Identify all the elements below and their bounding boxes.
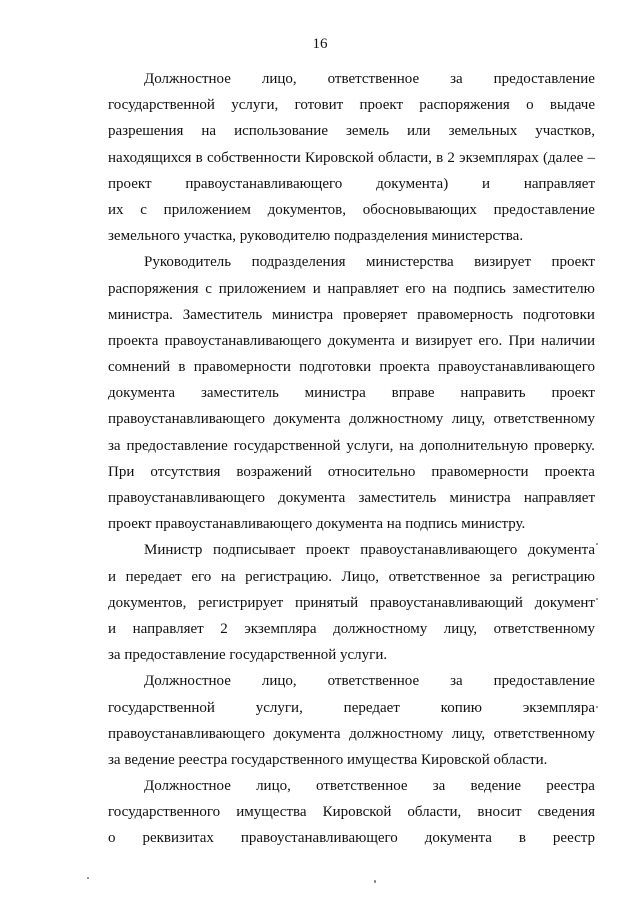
word: лицо, [256,778,291,795]
word: проект [359,97,403,114]
word: о [108,830,116,847]
word: министра [272,306,334,323]
word: за предоставление государственной услуги. [108,647,388,664]
word: предоставление [493,71,595,87]
word: использование [234,123,328,140]
word: реквизитах [142,830,214,847]
word: регистрацию [511,568,595,585]
word: предоставление [493,201,595,218]
word: за [108,437,121,454]
word: Кировской [305,149,374,166]
word: документа [273,411,341,428]
word: документов, [267,201,346,218]
word: сведения [537,804,595,821]
word: на [432,280,447,297]
word: направляет [523,490,595,506]
word: приложением [218,280,306,297]
word: с [205,280,212,297]
word: готовит [294,97,344,114]
word: правомерности [431,463,529,480]
word: находящихся [108,149,192,166]
word: в [436,149,444,166]
word: министра [449,490,511,506]
text-line [108,721,595,747]
word: регистрацию. [245,568,332,585]
word: ответственному [493,411,595,428]
word: проекта [108,332,159,349]
word: принятый [294,594,359,611]
text-line [108,406,595,432]
word: за [432,778,446,795]
scan-speck [596,543,598,545]
word: проекта [544,463,595,480]
text-line [108,459,595,485]
text-line [108,66,595,92]
word: участков, [535,123,595,140]
word: ответственное [327,673,420,690]
word: документа [527,542,595,559]
word: земель [345,123,390,140]
word: возражений [236,463,312,480]
word: приложением [163,201,251,218]
word: предоставление [493,673,595,690]
word: подразделения [251,254,346,271]
word: При [108,463,135,480]
word: правоустанавливающего [108,490,265,506]
paragraph [108,668,595,773]
word: 2 [220,620,228,637]
word: реестра [546,778,595,795]
paragraph [108,66,595,249]
word: области, [407,804,462,821]
word: При [508,332,535,349]
text-line [108,380,595,406]
word: государственной [233,437,341,454]
word: проект правоустанавливающего документа на подпись министру. [108,516,526,533]
text-line [108,276,595,302]
text-line [108,249,595,275]
word: подписывает [213,542,296,559]
word: области, [377,149,432,166]
text-line [108,616,595,642]
word: 2 [447,149,455,166]
word: ответственное [327,71,420,87]
word: его [405,280,426,297]
word: выдаче [549,97,595,114]
word: наличии [541,332,595,349]
word: за [489,568,503,585]
text-line [108,171,595,197]
page-number: 16 [312,36,328,52]
word: вносит [477,804,522,821]
word: земельного участка, руководителю подразделения министерства. [108,228,524,245]
word: документа [273,725,341,742]
word: правоустанавливающий [369,594,523,611]
word: правомерность [417,306,514,323]
paragraph [108,249,595,537]
word: (далее [543,149,584,166]
word: документа) [376,175,449,192]
text-line [108,92,595,118]
text-line [108,773,595,799]
text-line [108,328,595,354]
word: в [518,830,526,847]
word: и [482,175,491,192]
text-line [108,145,595,171]
word: министерства [365,254,454,271]
scan-speck [87,877,89,879]
text-line [108,747,595,773]
word: лицо, [261,673,297,690]
word: проект [306,542,350,559]
word: и [312,280,321,297]
word: документа [108,385,176,402]
word: правоустанавливающего [185,175,343,192]
word: проект [551,254,595,271]
word: за ведение реестра государственного имущества Кировской области. [108,751,548,768]
word: Должностное [144,71,231,87]
word: ответственное [316,778,408,795]
word: сомнений [108,359,171,376]
word: и [108,568,117,585]
word: регистрирует [198,594,284,611]
word: подготовки [522,306,595,323]
word: документа [278,490,346,506]
word: подпись [453,280,506,297]
word: на [201,123,217,140]
word: за [450,71,463,87]
text-line [108,537,595,563]
word: подготовки [299,359,372,376]
word: проект [108,175,152,192]
word: должностному [349,411,444,428]
word: Должностное [144,673,231,690]
paragraph [108,537,595,668]
word: и [108,620,117,637]
text-line [108,118,595,144]
word: проект [551,385,595,402]
word: правомерности [193,359,291,376]
word: Должностное [144,778,231,795]
text-line [108,354,595,380]
word: реестр [552,830,595,847]
word: документа [424,830,492,847]
word: правоустанавливающего [240,830,398,847]
word: его. [478,332,503,349]
text-line [108,695,595,721]
word: их [108,201,124,218]
word: дополнительную [419,437,529,454]
word: за [450,673,463,690]
paragraph [108,773,595,852]
word: документа [327,332,395,349]
word: министра [304,385,366,402]
word: правоустанавливающего [108,725,265,742]
word: экземплярах [459,149,539,166]
word: Министр [144,542,203,559]
word: документ [534,594,595,611]
word: Лицо, [341,568,380,585]
word: ответственное [388,568,481,585]
word: проекта [379,359,430,376]
word: относительно [327,463,416,480]
word: Кировской [322,804,392,821]
word: ответственному [493,620,595,637]
word: направляет [523,175,595,192]
word: лицу, [451,725,486,742]
word: государственной [108,97,215,114]
word: должностному [349,725,444,742]
word: отсутствия [150,463,221,480]
word: ответственному [493,725,595,742]
word: земельных [448,123,518,140]
word: экземпляра [522,699,595,716]
word: распоряжения [108,280,199,297]
word: визирует [474,254,532,271]
word: или [407,123,431,140]
word: заместитель [200,385,279,402]
word: направляет [327,280,399,297]
text-line [108,590,595,616]
word: вправе [391,385,435,402]
word: проверяет [342,306,408,323]
word: Руководитель [144,254,232,271]
word: разрешения [108,123,184,140]
word: в [178,359,186,376]
word: распоряжения [419,97,510,114]
scan-speck [596,598,598,600]
scan-speck [596,706,598,708]
text-line [108,433,595,459]
word: и [401,332,410,349]
word: направляет [132,620,204,637]
word: предоставление [126,437,228,454]
word: передает [343,699,400,716]
word: лицо, [261,71,297,87]
word: правоустанавливающего [360,542,518,559]
word: документов, [108,594,187,611]
word: на [399,437,414,454]
text-line [108,485,595,511]
word: лицу, [443,620,478,637]
word: Заместитель [182,306,263,323]
word: услуги, [231,97,279,114]
word: на [220,568,236,585]
text-line [108,564,595,590]
word: экземпляра [244,620,317,637]
word: – [587,149,595,166]
word: правоустанавливающего [438,359,595,376]
word: ведение [470,778,521,795]
word: лицу, [451,411,486,428]
word: собственности [206,149,301,166]
word: его [191,568,212,585]
word: проверку. [533,437,595,454]
text-line [108,642,595,668]
word: имущества [236,804,307,821]
document-body [108,66,595,852]
word: передает [125,568,182,585]
word: услуги, [255,699,303,716]
text-line [108,799,595,825]
word: о [526,97,534,114]
text-line [108,668,595,694]
word: заместителю [512,280,595,297]
word: должностному [333,620,428,637]
word: копию [440,699,482,716]
word: в [195,149,203,166]
word: направить [460,385,526,402]
word: правоустанавливающего [164,332,322,349]
text-line [108,825,595,851]
word: визирует [415,332,473,349]
text-line [108,223,595,249]
text-line [108,197,595,223]
word: заместитель [358,490,437,506]
word: государственного [108,804,221,821]
word: министра. [108,306,173,323]
word: обосновывающих [362,201,477,218]
word: правоустанавливающего [108,411,265,428]
text-line [108,302,595,328]
word: государственной [108,699,215,716]
text-line [108,511,595,537]
scan-speck [374,880,376,883]
word: услуги, [346,437,394,454]
word: с [140,201,147,218]
